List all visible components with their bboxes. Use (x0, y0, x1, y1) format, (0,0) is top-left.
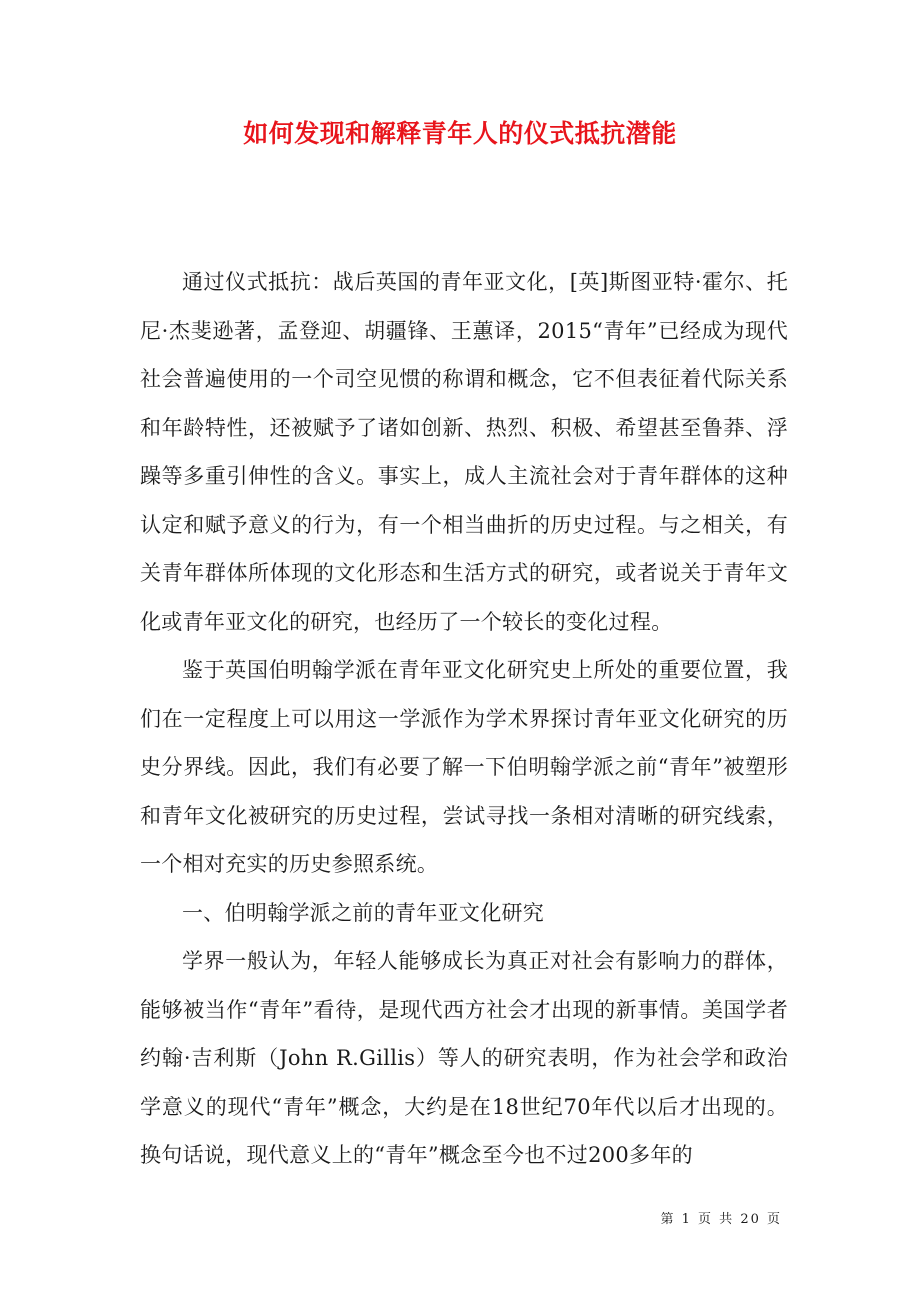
page-number: 第 1 页 共 20 页 (660, 1212, 782, 1227)
document-title: 如何发现和解释青年人的仪式抵抗潜能 (243, 119, 677, 148)
paragraph-2: 鉴于英国伯明翰学派在青年亚文化研究史上所处的重要位置，我们在一定程度上可以用这一学派作为学术界探讨青年亚文化研究的历史分界线。因此，我们有必要了解一下伯明翰学派之前“青年”被塑形和青年文化被研究的历史过程，尝试寻找一条相对清晰的研究线索，一个相对充实的历史参照系统。 (140, 658, 788, 876)
paragraph-3: 学界一般认为，年轻人能够成长为真正对社会有影响力的群体，能够被当作“青年”看待，是现代西方社会才出现的新事情。美国学者约翰·吉利斯（John R.Gillis）等人的研究表明，作为社会学和政治学意义的现代“青年”概念，大约是在18世纪70年代以后才出现的。换句话说，现代意义上的“青年”概念至今也不过200多年的 (140, 949, 788, 1167)
paragraph-1: 通过仪式抵抗：战后英国的青年亚文化，[英]斯图亚特·霍尔、托尼·杰斐逊著，孟登迎、胡疆锋、王蕙译，2015“青年”已经成为现代社会普遍使用的一个司空见惯的称谓和概念，它不但表征着代际关系和年龄特性，还被赋予了诸如创新、热烈、积极、希望甚至鲁莽、浮躁等多重引伸性的含义。事实上，成人主流社会对于青年群体的这种认定和赋予意义的行为，有一个相当曲折的历史过程。与之相关，有关青年群体所体现的文化形态和生活方式的研究，或者说关于青年文化或青年亚文化的研究，也经历了一个较长的变化过程。 (140, 270, 788, 634)
section-heading: 一、伯明翰学派之前的青年亚文化研究 (182, 900, 545, 925)
document-body (140, 258, 788, 1180)
